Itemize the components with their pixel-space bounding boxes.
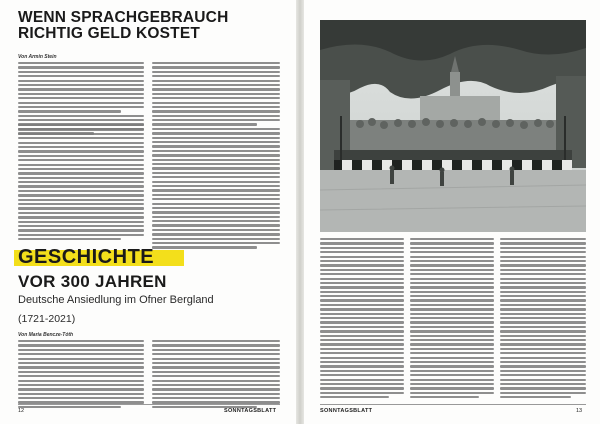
headline-line-2: RICHTIG GELD KOSTET (18, 25, 201, 42)
article-1-column-2 (152, 62, 280, 249)
footer-rule-right (320, 404, 586, 405)
article-2-subtitle: Deutsche Ansiedlung im Ofner Bergland (18, 294, 214, 306)
headline-line-1: WENN SPRACHGEBRAUCH (18, 9, 229, 26)
section-label (14, 248, 286, 266)
section-word: GESCHICHTE (18, 246, 155, 268)
town-square-photo (320, 20, 586, 232)
page-number-right: 13 (576, 408, 583, 414)
article-headline (18, 10, 288, 42)
article-2-years: (1721-2021) (18, 313, 76, 325)
author-byline-2: Von Maria Bencze-Tóth (18, 332, 74, 338)
article-2-column-4 (410, 238, 494, 398)
article-2-column-2 (152, 340, 280, 408)
article-2-column-3 (320, 238, 404, 398)
article-2-title: VOR 300 JAHREN (18, 272, 167, 291)
footer-title-left: SONNTAGSBLATT (224, 408, 277, 414)
article-2-column-1 (18, 340, 144, 408)
footer-rule (18, 404, 280, 405)
spine-gutter (296, 0, 304, 424)
author-byline-1: Von Armin Stein (18, 54, 57, 60)
article-2-column-5 (500, 238, 586, 398)
page-number-left: 12 (18, 408, 25, 414)
footer-title-right: SONNTAGSBLATT (320, 408, 373, 414)
article-1-column-1b (18, 124, 144, 240)
photo-illustration (320, 20, 586, 232)
right-page (304, 0, 600, 424)
left-page (0, 0, 296, 424)
